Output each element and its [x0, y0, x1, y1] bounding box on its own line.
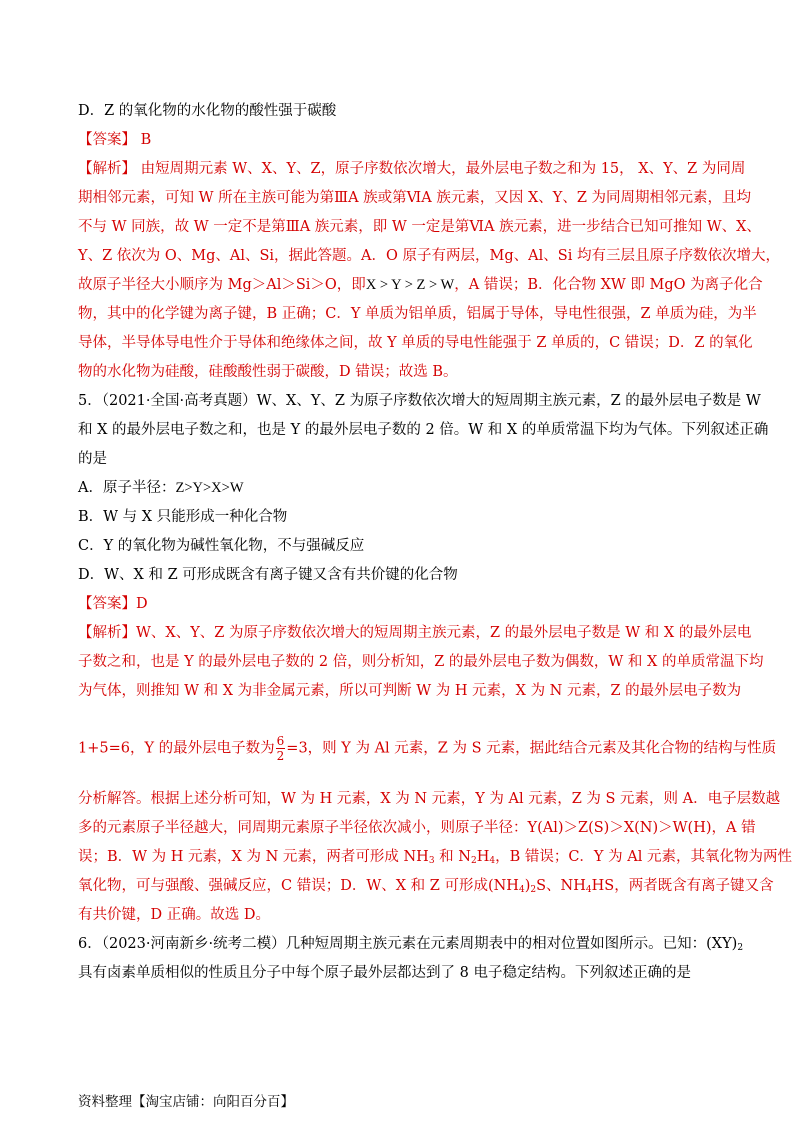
q5-analysis-line: 子数之和，也是 Y 的最外层电子数的 2 倍，则分析知，Z 的最外层电子数为偶数，W 和 X 的单质常温下均: [78, 654, 764, 670]
q6-stem-line: 具有卤素单质相似的性质且分子中每个原子最外层都达到了 8 电子稳定结构。下列叙述正确的是: [78, 965, 691, 981]
q5-option-a: A．原子半径：Z>Y>X>W: [78, 480, 244, 496]
q5-analysis-line: 氧化物，可与强酸、强碱反应，C 错误；D．W、X 和 Z 可形成$(NH_4)_2S$、$NH_4HS$，两者既含有离子键又含: [78, 878, 774, 895]
q5-analysis-line: 有共价键，D 正确。故选 D。: [78, 907, 270, 923]
q5-analysis-line: 分析解答。根据上述分析可知，W 为 H 元素，X 为 N 元素，Y 为 Al 元素，Z 为 S 元素，则 A．电子层数越: [78, 791, 781, 807]
q6-stem-line: 6．（2023·河南新乡·统考二模）几种短周期主族元素在元素周期表中的相对位置如图所示。已知：$(XY)_2$: [78, 936, 744, 953]
q5-answer: 【答案】D: [78, 596, 148, 612]
q4-option-d: D．Z 的氧化物的水化物的酸性强于碳酸: [78, 103, 337, 119]
inline-formula: Z>Y>X>W: [175, 480, 244, 496]
q5-option-c: C．Y 的氧化物为碱性氧化物，不与强碱反应: [78, 538, 365, 554]
q5-analysis-line: 误；B．W 为 H 元素，X 为 N 元素，两者可形成 $NH_3$ 和 $N_2H_4$，B 错误；C．Y 为 Al 元素，其氧化物为两性: [78, 849, 792, 866]
q4-analysis-line: 期相邻元素，可知 W 所在主族可能为第ⅢA 族或第ⅥA 族元素，又因 X、Y、Z 为同周期相邻元素，且均: [78, 190, 752, 206]
page-footer: 资料整理【淘宝店铺：向阳百分百】: [78, 1094, 294, 1110]
q4-analysis-line: 物，其中的化学键为离子键，B 正确；C．Y 单质为铝单质，铝属于导体，导电性很强，Z 单质为硅，为半: [78, 306, 757, 322]
inline-formula: X > Y > Z > W: [365, 277, 455, 293]
q5-stem-line: 5．（2021·全国·高考真题）W、X、Y、Z 为原子序数依次增大的短周期主族元素，Z 的最外层电子数是 W: [78, 393, 761, 409]
q5-stem-line: 和 X 的最外层电子数之和，也是 Y 的最外层电子数的 2 倍。W 和 X 的单质常温下均为气体。下列叙述正确: [78, 422, 769, 438]
q4-analysis-line: 不与 W 同族，故 W 一定不是第ⅢA 族元素，即 W 一定是第ⅥA 族元素，进一步结合已知可推知 W、X、: [78, 219, 761, 235]
q4-analysis-line: 物的水化物为硅酸，硅酸酸性弱于碳酸，D 错误；故选 B。: [78, 364, 458, 380]
q4-analysis-line: 【解析】 由短周期元素 W、X、Y、Z，原子序数依次增大，最外层电子数之和为 15， X、Y、Z 为同周: [78, 161, 746, 177]
q5-option-d: D．W、X 和 Z 可形成既含有离子键又含有共价键的化合物: [78, 567, 458, 583]
q4-analysis-line: 导体，半导体导电性介于导体和绝缘体之间，故 Y 单质的导电性能强于 Z 单质的，C 错误；D．Z 的氧化: [78, 335, 753, 351]
q5-option-b: B．W 与 X 只能形成一种化合物: [78, 509, 288, 525]
q5-analysis-line: 为气体，则推知 W 和 X 为非金属元素，所以可判断 W 为 H 元素，X 为 N 元素，Z 的最外层电子数为: [78, 683, 742, 699]
q5-analysis-line: 多的元素原子半径越大，同周期元素原子半径依次减小，则原子半径：Y(Al)＞Z(S)＞X(N)＞W(H)，A 错: [78, 820, 756, 836]
q5-stem-line: 的是: [78, 451, 107, 467]
q5-analysis-line: 【解析】W、X、Y、Z 为原子序数依次增大的短周期主族元素，Z 的最外层电子数是 W 和 X 的最外层电: [78, 625, 752, 641]
q5-calc-line: 1+5=6，Y 的最外层电子数为 $\frac{6}{2}$ =3，则 Y 为 Al 元素，Z 为 S 元素，据此结合元素及其化合物的结构与性质: [78, 734, 777, 763]
q4-answer: 【答案】 B: [78, 132, 152, 148]
fraction: $\frac{6}{2}$: [276, 734, 285, 763]
q4-analysis-line: Y、Z 依次为 O、Mg、Al、Si，据此答题。A．O 原子有两层，Mg、Al、Si 均有三层且原子序数依次增大，: [78, 248, 780, 264]
q4-analysis-line-math: 故原子半径大小顺序为 Mg＞Al＞Si＞O，即X > Y > Z > W，A 错误；B．化合物 XW 即 MgO 为离子化合: [78, 277, 763, 293]
